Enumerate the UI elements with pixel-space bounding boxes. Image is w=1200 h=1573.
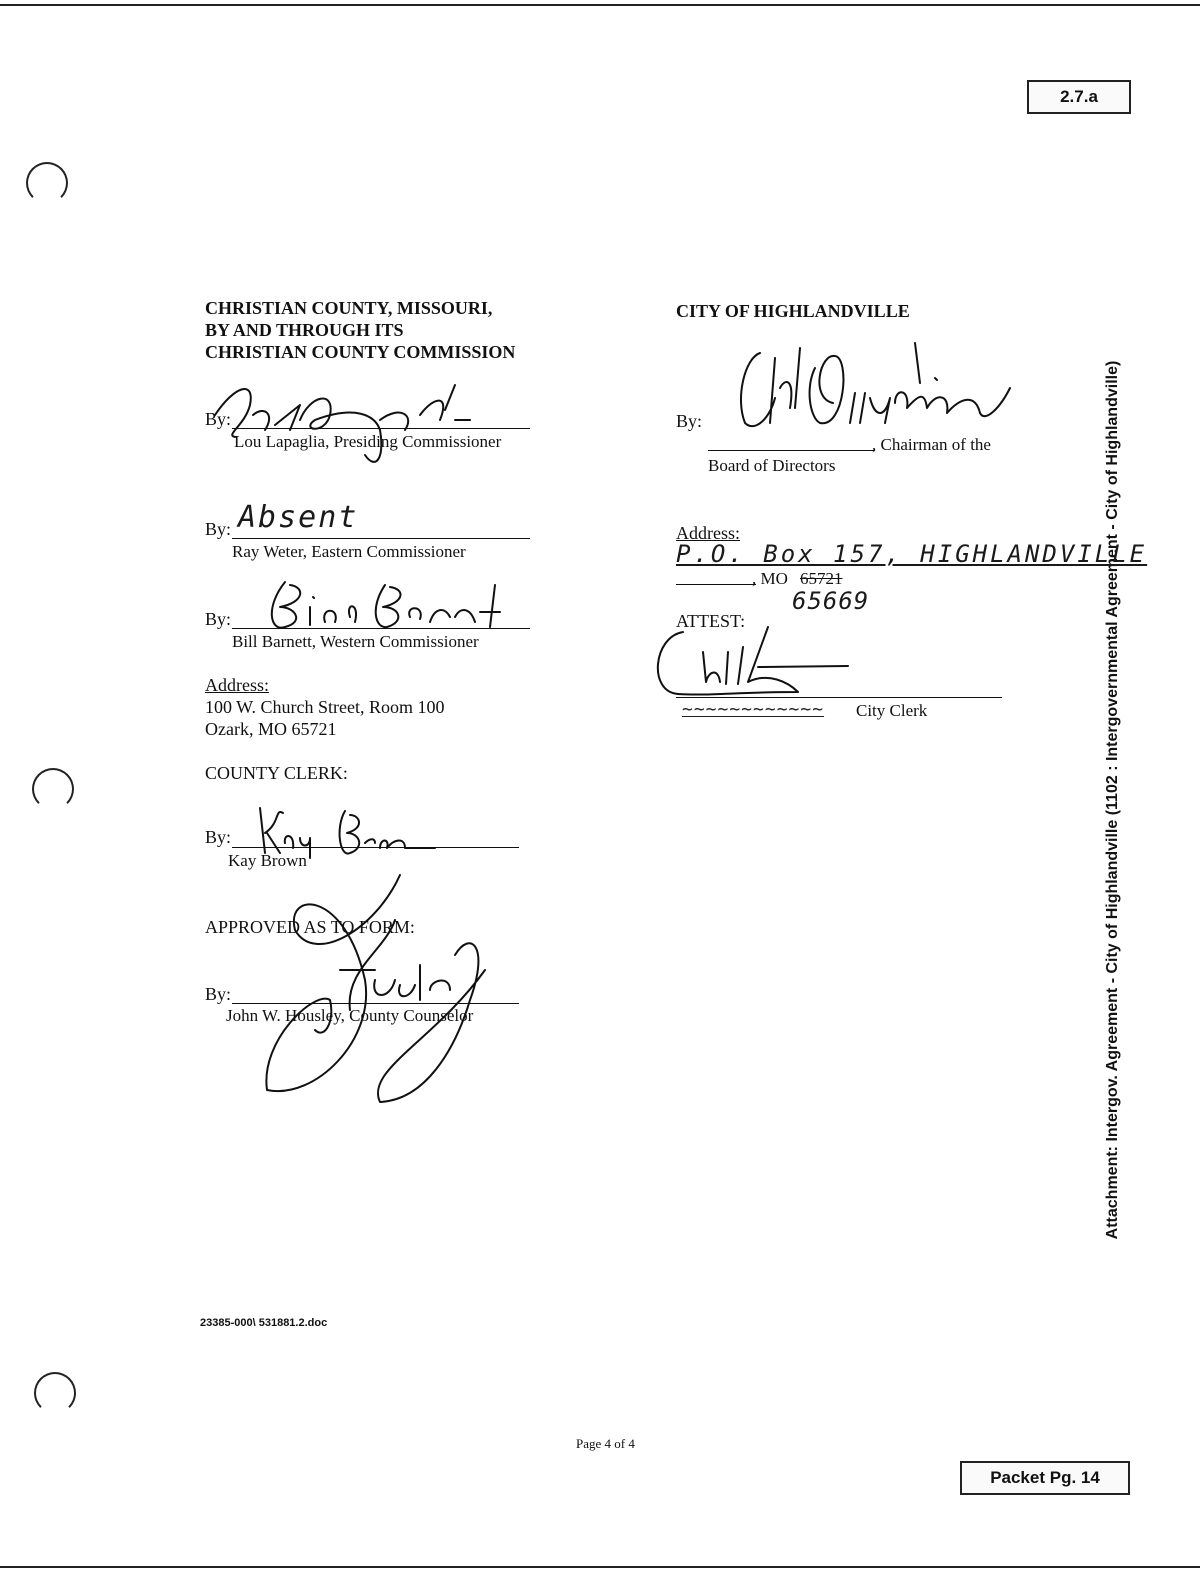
by-label-barnett: By: — [205, 609, 232, 629]
approved-label: APPROVED AS TO FORM: — [205, 917, 415, 937]
packet-page-tag — [960, 1461, 1130, 1495]
handwritten-absent: Absent — [238, 500, 359, 535]
caption-weter: Ray Weter, Eastern Commissioner — [232, 542, 466, 561]
punch-hole-middle — [32, 768, 74, 810]
county-address-label: Address: — [205, 675, 269, 695]
chairman-title-line-2: Board of Directors — [708, 456, 836, 475]
side-attachment-text: Attachment: Intergov. Agreement - City of Highlandville (1102 : Intergovernmental Agreement - City of Highlandville) — [1104, 360, 1121, 1240]
attest-label: ATTEST: — [676, 611, 746, 631]
packet-page-text: Packet Pg. 14 — [990, 1468, 1100, 1487]
city-heading: CITY OF HIGHLANDVILLE — [676, 301, 910, 321]
page-number: Page 4 of 4 — [576, 1436, 635, 1451]
by-label-brown: By: — [205, 827, 232, 847]
by-label-weter: By: — [205, 519, 232, 539]
county-heading — [205, 297, 515, 363]
caption-brown: Kay Brown — [228, 851, 307, 870]
signature-lapaglia — [205, 375, 485, 470]
county-address-line-2: Ozark, MO 65721 — [205, 719, 337, 739]
signature-line-city-clerk — [676, 697, 1002, 698]
county-heading-line-3: CHRISTIAN COUNTY COMMISSION — [205, 342, 516, 362]
by-label-lapaglia: By: — [205, 409, 232, 429]
signature-line-weter — [232, 538, 530, 539]
chairman-title: , Chairman of the — [872, 435, 991, 454]
signature-housley — [255, 870, 505, 1105]
caption-lapaglia: Lou Lapaglia, Presiding Commissioner — [234, 432, 502, 451]
county-clerk-label: COUNTY CLERK: — [205, 763, 348, 783]
top-border — [0, 4, 1200, 6]
city-mo-text: , MO — [752, 569, 788, 588]
signature-city-clerk — [648, 622, 858, 702]
city-clerk-handwritten-name: ~~~~~~~~~~~~ — [682, 699, 825, 720]
punch-hole-top — [26, 162, 68, 204]
city-zip-struck: 65721 — [800, 569, 843, 588]
punch-hole-bottom — [34, 1372, 76, 1414]
city-address-line-2 — [676, 584, 756, 585]
county-heading-line-1: CHRISTIAN COUNTY, MISSOURI, — [205, 298, 493, 318]
city-address-handwritten: P.O. Box 157, HIGHLANDVILLE — [676, 540, 1148, 568]
doc-ref: 23385-000\ 531881.2.doc — [200, 1317, 328, 1329]
caption-barnett: Bill Barnett, Western Commissioner — [232, 632, 479, 651]
signature-line-chairman — [708, 450, 874, 451]
bottom-border — [0, 1566, 1200, 1568]
city-zip-handwritten: 65669 — [792, 587, 870, 615]
signature-barnett — [265, 577, 525, 637]
section-tag — [1027, 80, 1131, 114]
by-label-chairman: By: — [676, 411, 703, 431]
city-clerk-title: City Clerk — [856, 701, 928, 720]
by-label-housley: By: — [205, 984, 232, 1004]
caption-housley: John W. Housley, County Counselor — [226, 1006, 474, 1025]
county-heading-line-2: BY AND THROUGH ITS — [205, 320, 404, 340]
signature-chairman — [715, 338, 1015, 438]
city-address-label: Address: — [676, 523, 740, 543]
section-tag-text: 2.7.a — [1060, 87, 1098, 106]
signature-brown — [255, 803, 445, 863]
county-address-line-1: 100 W. Church Street, Room 100 — [205, 697, 445, 717]
